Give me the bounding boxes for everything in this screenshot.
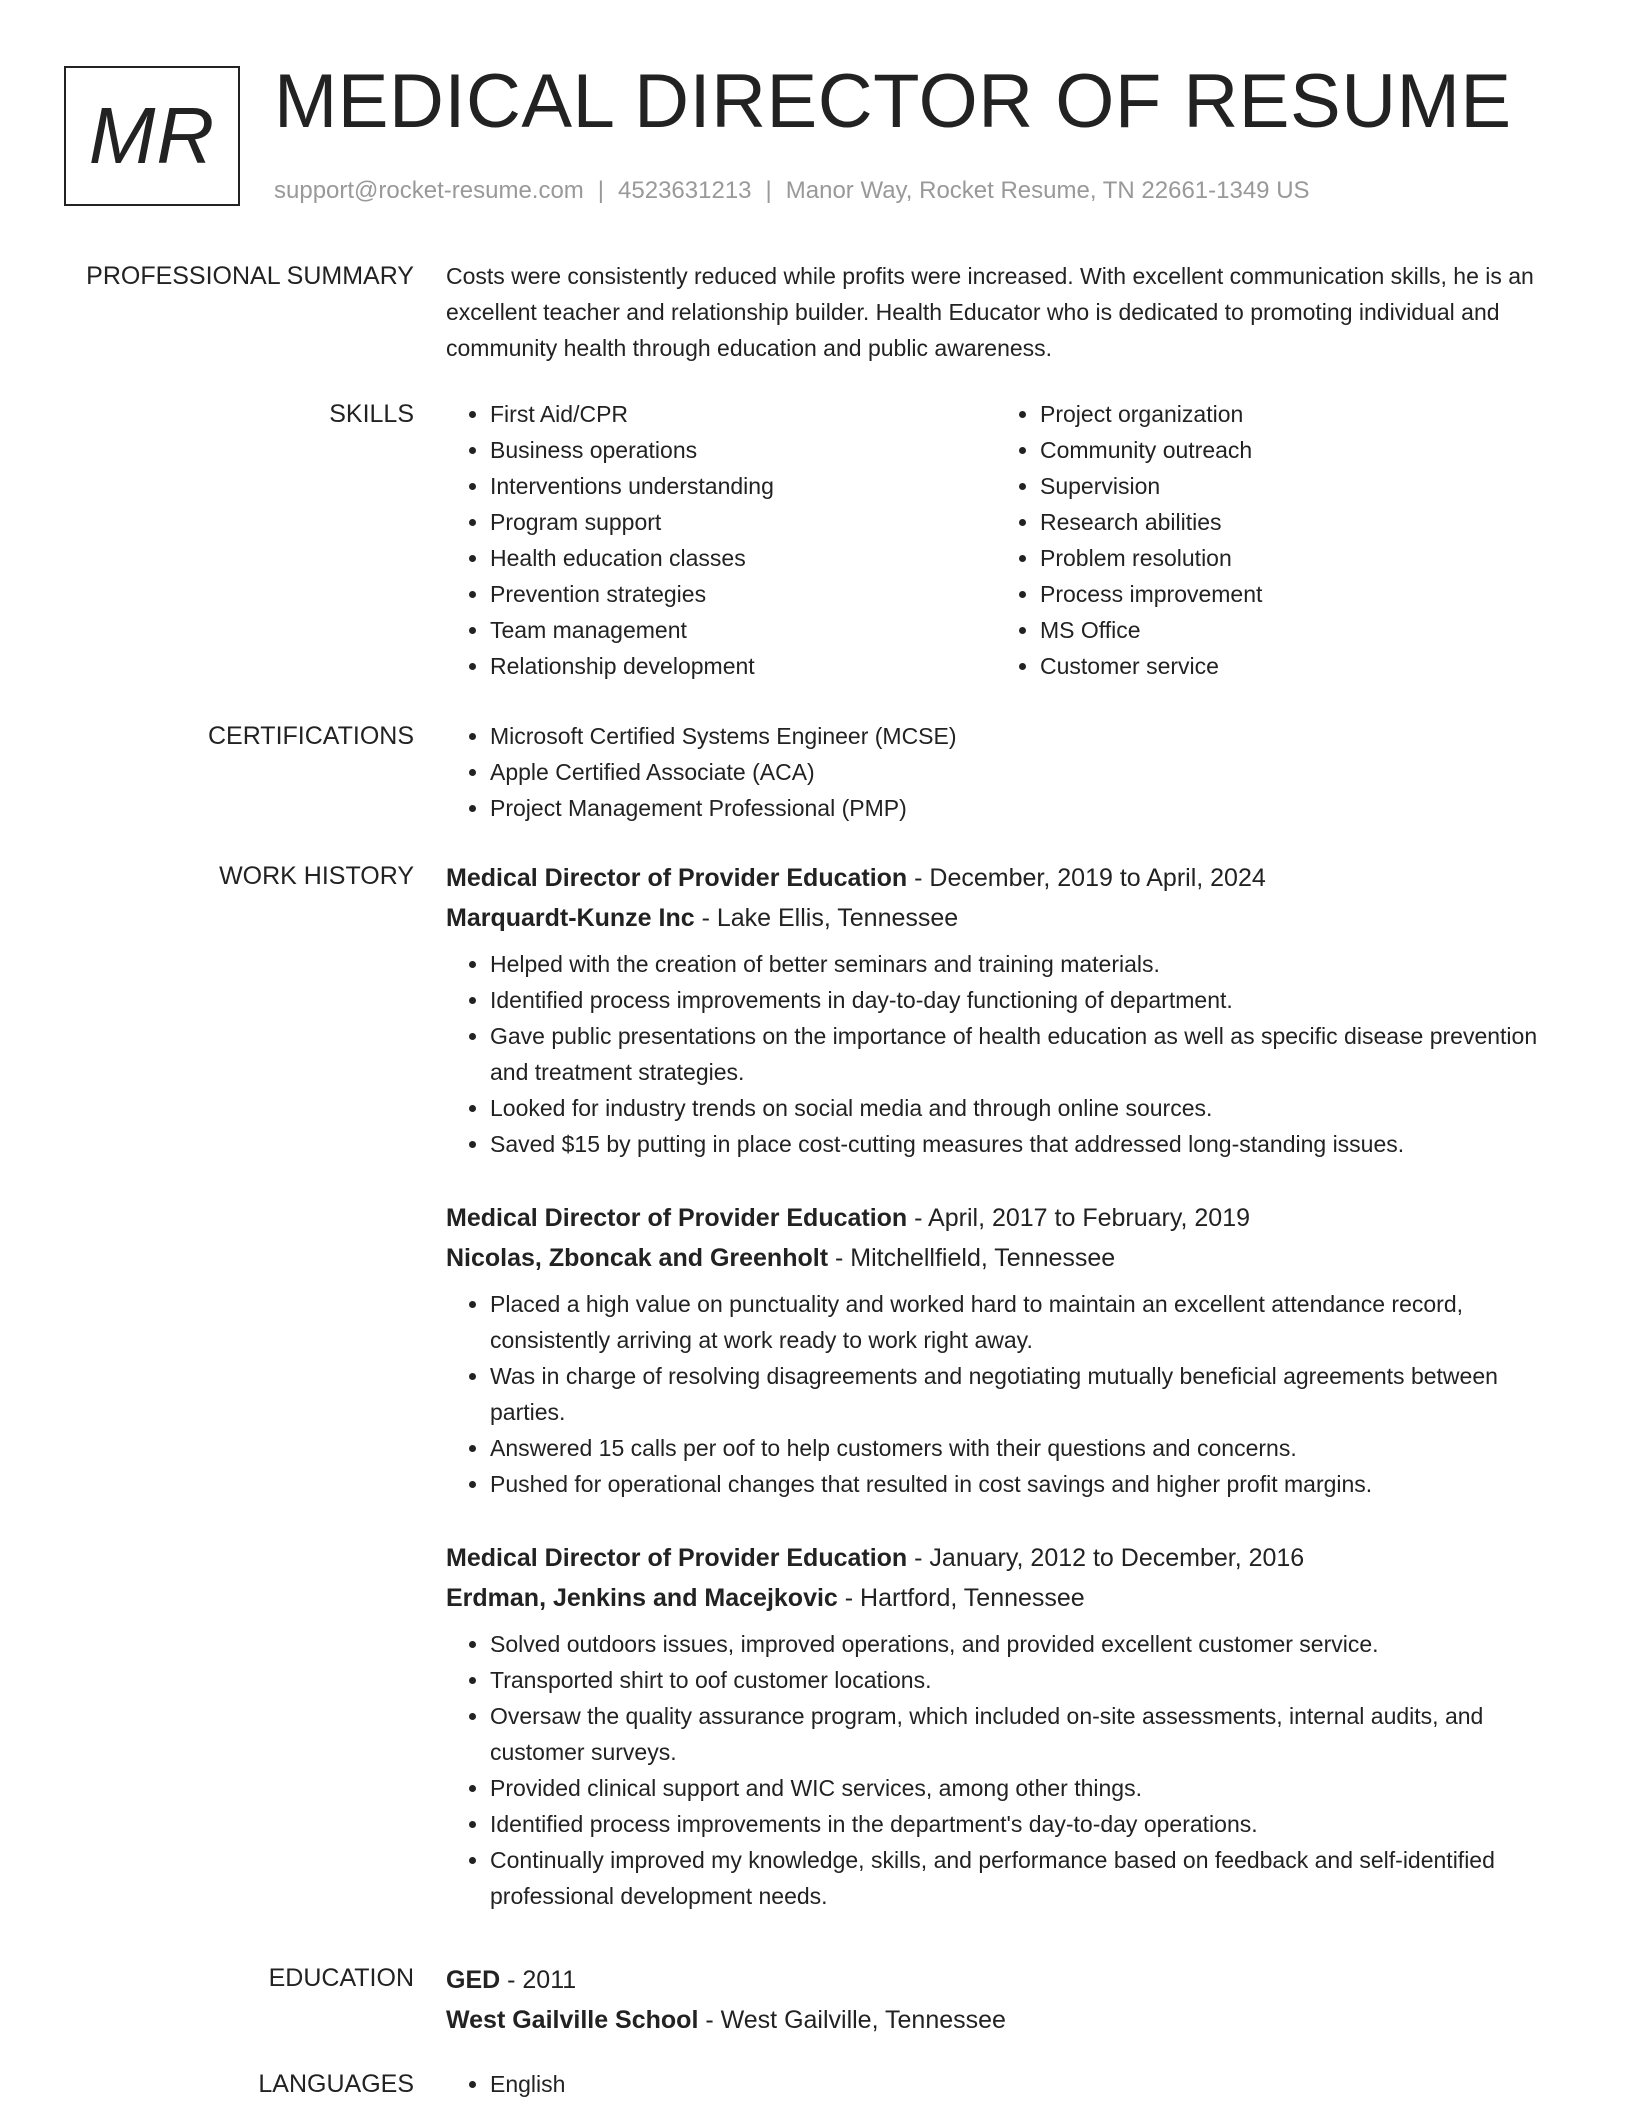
contact-phone[interactable]: 4523631213: [618, 177, 752, 204]
education-body: [446, 1960, 1576, 2048]
list-item: • Apple Certified Associate (ACA): [490, 754, 1576, 790]
list-item: • Looked for industry trends on social media and through online sources.: [490, 1090, 1576, 1126]
list-item: • Provided clinical support and WIC services, among other things.: [490, 1770, 1576, 1806]
list-item: • First Aid/CPR: [490, 396, 996, 432]
contact-address: Manor Way, Rocket Resume, TN 22661-1349 US: [785, 177, 1310, 204]
list-item: • Saved $15 by putting in place cost-cutting measures that addressed long-standing issues.: [490, 1126, 1576, 1162]
list-item: • Health education classes: [490, 540, 996, 576]
contact-line: [274, 174, 1310, 208]
skills-label: SKILLS: [329, 400, 414, 428]
list-item: • Project organization: [1040, 396, 1546, 432]
job-title: Medical Director of Provider Education: [446, 1204, 908, 1232]
job-title: Medical Director of Provider Education: [446, 864, 908, 892]
list-item: • Prevention strategies: [490, 576, 996, 612]
certifications-body: [446, 718, 1576, 826]
job-dates: - January, 2012 to December, 2016: [907, 1544, 1305, 1572]
list-item: • Transported shirt to oof customer locations.: [490, 1662, 1576, 1698]
list-item: • Community outreach: [1040, 432, 1546, 468]
skills-body: [446, 396, 1576, 684]
skills-list-left: [446, 396, 996, 684]
list-item: • Program support: [490, 504, 996, 540]
job-entry: [446, 858, 1576, 1162]
job-company: Marquardt-Kunze Inc: [446, 904, 695, 932]
list-item: • English: [490, 2066, 1576, 2102]
list-item: • Research abilities: [1040, 504, 1546, 540]
list-item: • Oversaw the quality assurance program, which included on-site assessments, internal audits, and customer surveys.: [490, 1698, 1576, 1770]
job-dates: - April, 2017 to February, 2019: [907, 1204, 1251, 1232]
list-item: • Interventions understanding: [490, 468, 996, 504]
job-title-line: [446, 1198, 1576, 1238]
job-location: - Hartford, Tennessee: [837, 1584, 1085, 1612]
contact-email[interactable]: support@rocket-resume.com: [274, 177, 584, 204]
list-item: • Helped with the creation of better seminars and training materials.: [490, 946, 1576, 982]
job-entry: [446, 1198, 1576, 1502]
contact-separator: |: [765, 177, 772, 204]
education-location: - West Gailville, Tennessee: [698, 2006, 1006, 2034]
job-dates: - December, 2019 to April, 2024: [907, 864, 1266, 892]
job-company-line: [446, 1578, 1576, 1618]
job-bullets: [446, 946, 1576, 1162]
list-item: • Supervision: [1040, 468, 1546, 504]
list-item: • Microsoft Certified Systems Engineer (MCSE): [490, 718, 1576, 754]
list-item: • Continually improved my knowledge, skills, and performance based on feedback and self-identified professional development needs.: [490, 1842, 1576, 1914]
resume-name: MEDICAL DIRECTOR OF RESUME: [274, 59, 1512, 144]
list-item: • Project Management Professional (PMP): [490, 790, 1576, 826]
list-item: • Answered 15 calls per oof to help customers with their questions and concerns.: [490, 1430, 1576, 1466]
job-location: - Lake Ellis, Tennessee: [694, 904, 959, 932]
list-item: • Customer service: [1040, 648, 1546, 684]
education-school-line: [446, 2000, 1576, 2040]
list-item: • Placed a high value on punctuality and worked hard to maintain an excellent attendance record, consistently arriving at work ready to work right away.: [490, 1286, 1576, 1358]
summary-text: Costs were consistently reduced while profits were increased. With excellent communication skills, he is an excellent teacher and relationship builder. Health Educator who is dedicated to promoting individual and community health through education and public awareness.: [446, 263, 1534, 361]
job-title-line: [446, 858, 1576, 898]
list-item: • Business operations: [490, 432, 996, 468]
list-item: • MS Office: [1040, 612, 1546, 648]
job-title-line: [446, 1538, 1576, 1578]
education-label: EDUCATION: [268, 1964, 414, 1992]
languages-label: LANGUAGES: [258, 2070, 414, 2098]
job-company: Nicolas, Zboncak and Greenholt: [446, 1244, 829, 1272]
education-year: - 2011: [500, 1966, 577, 1994]
job-location: - Mitchellfield, Tennessee: [828, 1244, 1116, 1272]
summary-label: PROFESSIONAL SUMMARY: [86, 262, 414, 290]
list-item: • Identified process improvements in the department's day-to-day operations.: [490, 1806, 1576, 1842]
list-item: • Identified process improvements in day-to-day functioning of department.: [490, 982, 1576, 1018]
list-item: • Gave public presentations on the importance of health education as well as specific disease prevention and treatment strategies.: [490, 1018, 1576, 1090]
skills-list-right: [996, 396, 1546, 684]
job-bullets: [446, 1286, 1576, 1502]
languages-body: [446, 2066, 1576, 2102]
certifications-label: CERTIFICATIONS: [207, 722, 414, 750]
list-item: • Was in charge of resolving disagreements and negotiating mutually beneficial agreements between parties.: [490, 1358, 1576, 1430]
list-item: • Pushed for operational changes that resulted in cost savings and higher profit margins.: [490, 1466, 1576, 1502]
list-item: • Process improvement: [1040, 576, 1546, 612]
education-school: West Gailville School: [446, 2006, 699, 2034]
job-company-line: [446, 1238, 1576, 1278]
job-company-line: [446, 898, 1576, 938]
monogram-box: [64, 66, 240, 206]
job-title: Medical Director of Provider Education: [446, 1544, 908, 1572]
list-item: • Team management: [490, 612, 996, 648]
certifications-list: [446, 718, 1576, 826]
job-bullets: [446, 1626, 1576, 1914]
list-item: • Relationship development: [490, 648, 996, 684]
job-entry: [446, 1538, 1576, 1914]
languages-list: [446, 2066, 1576, 2102]
list-item: • Solved outdoors issues, improved operations, and provided excellent customer service.: [490, 1626, 1576, 1662]
list-item: • Problem resolution: [1040, 540, 1546, 576]
education-degree-line: [446, 1960, 1576, 2000]
education-degree: GED: [446, 1966, 501, 1994]
contact-separator: |: [597, 177, 605, 204]
monogram-initials: MR: [88, 91, 216, 180]
work-history-label: WORK HISTORY: [219, 862, 414, 890]
job-company: Erdman, Jenkins and Macejkovic: [446, 1584, 838, 1612]
